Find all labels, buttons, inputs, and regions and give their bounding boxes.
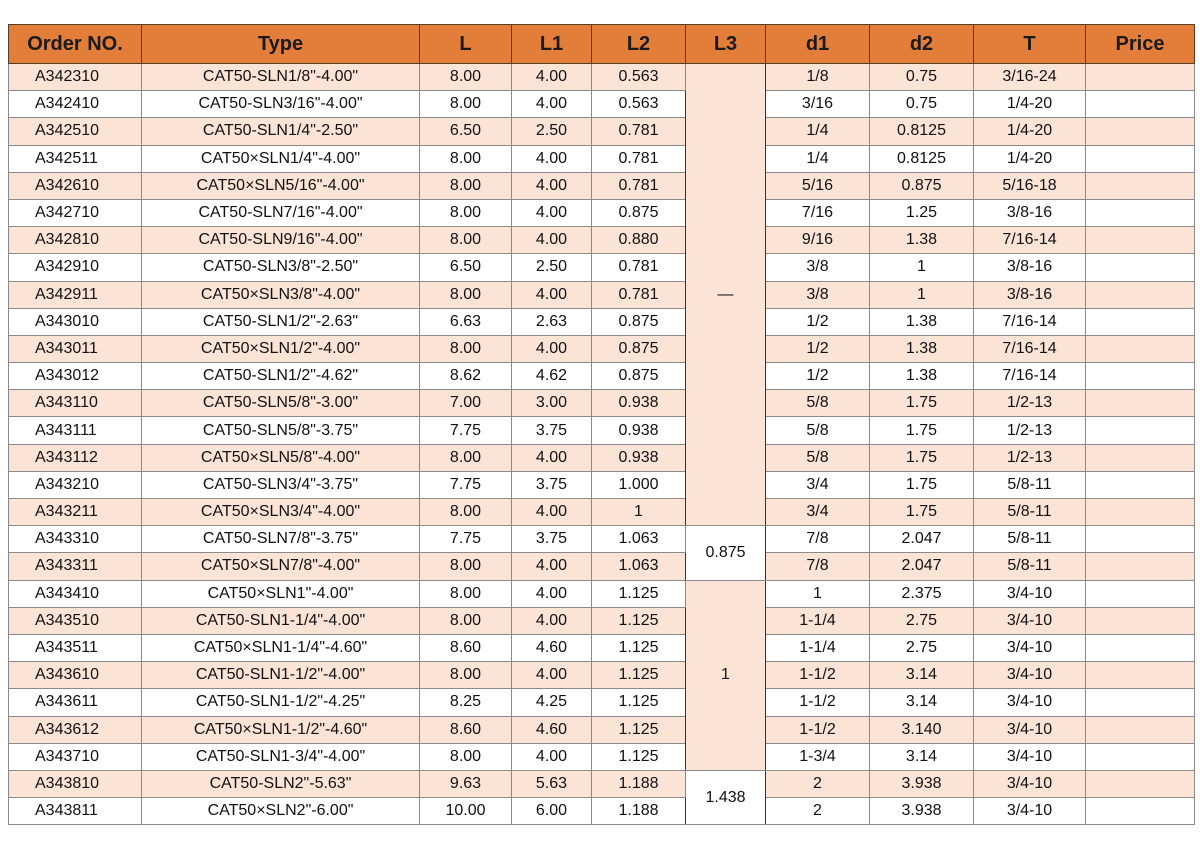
cell-order-no: A342911 [9, 281, 142, 308]
cell-d1: 1-1/2 [766, 716, 870, 743]
cell-l1: 4.00 [512, 335, 592, 362]
cell-d2: 1.75 [870, 390, 974, 417]
cell-order-no: A343210 [9, 471, 142, 498]
cell-type: CAT50×SLN5/16"-4.00" [142, 172, 420, 199]
cell-order-no: A343310 [9, 526, 142, 553]
cell-price [1086, 607, 1195, 634]
cell-order-no: A343511 [9, 634, 142, 661]
cell-l2: 0.781 [592, 254, 686, 281]
cell-l: 6.50 [420, 254, 512, 281]
cell-d1: 1 [766, 580, 870, 607]
cell-order-no: A343112 [9, 444, 142, 471]
cell-order-no: A343011 [9, 335, 142, 362]
cell-t: 7/16-14 [974, 335, 1086, 362]
table-row [9, 499, 1195, 526]
cell-type: CAT50-SLN5/8"-3.75" [142, 417, 420, 444]
cell-l1: 4.00 [512, 199, 592, 226]
cell-l2: 1.125 [592, 716, 686, 743]
cell-price [1086, 798, 1195, 825]
cell-d1: 1-1/4 [766, 634, 870, 661]
cell-l2: 0.875 [592, 335, 686, 362]
table-row [9, 471, 1195, 498]
cell-l2: 1.125 [592, 634, 686, 661]
table-row [9, 172, 1195, 199]
table-row [9, 716, 1195, 743]
cell-l1: 4.00 [512, 662, 592, 689]
cell-d1: 3/8 [766, 281, 870, 308]
table-row [9, 227, 1195, 254]
cell-d1: 5/8 [766, 444, 870, 471]
header-l3: L3 [686, 25, 766, 64]
cell-type: CAT50-SLN2"-5.63" [142, 770, 420, 797]
cell-l1: 4.60 [512, 634, 592, 661]
cell-price [1086, 471, 1195, 498]
cell-l: 7.75 [420, 417, 512, 444]
cell-price [1086, 580, 1195, 607]
table-row [9, 444, 1195, 471]
cell-l1: 4.00 [512, 743, 592, 770]
cell-d1: 1/4 [766, 118, 870, 145]
cell-type: CAT50×SLN1-1/4"-4.60" [142, 634, 420, 661]
cell-t: 3/4-10 [974, 689, 1086, 716]
cell-d1: 3/4 [766, 499, 870, 526]
cell-t: 1/4-20 [974, 118, 1086, 145]
cell-l1: 4.00 [512, 172, 592, 199]
cell-l: 8.00 [420, 281, 512, 308]
table-row [9, 417, 1195, 444]
cell-type: CAT50×SLN1/4"-4.00" [142, 145, 420, 172]
cell-l: 8.60 [420, 634, 512, 661]
cell-l2: 0.781 [592, 172, 686, 199]
cell-d2: 1.38 [870, 335, 974, 362]
table-row [9, 662, 1195, 689]
cell-d1: 1-1/4 [766, 607, 870, 634]
header-price: Price [1086, 25, 1195, 64]
table-row [9, 335, 1195, 362]
cell-t: 3/8-16 [974, 254, 1086, 281]
cell-price [1086, 199, 1195, 226]
cell-d1: 1-3/4 [766, 743, 870, 770]
cell-d2: 1.75 [870, 499, 974, 526]
cell-d1: 2 [766, 770, 870, 797]
cell-l1: 2.63 [512, 308, 592, 335]
cell-d2: 3.938 [870, 798, 974, 825]
cell-d1: 7/8 [766, 526, 870, 553]
cell-d2: 1.75 [870, 471, 974, 498]
cell-d1: 3/8 [766, 254, 870, 281]
cell-l1: 6.00 [512, 798, 592, 825]
cell-type: CAT50-SLN7/16"-4.00" [142, 199, 420, 226]
cell-price [1086, 227, 1195, 254]
cell-l1: 4.00 [512, 281, 592, 308]
cell-order-no: A343211 [9, 499, 142, 526]
cell-price [1086, 444, 1195, 471]
cell-l1: 4.00 [512, 607, 592, 634]
cell-d2: 1 [870, 281, 974, 308]
cell-price [1086, 770, 1195, 797]
cell-l1: 5.63 [512, 770, 592, 797]
cell-d1: 1/8 [766, 64, 870, 91]
cell-d1: 5/16 [766, 172, 870, 199]
cell-t: 3/8-16 [974, 281, 1086, 308]
cell-l: 6.63 [420, 308, 512, 335]
cell-t: 3/8-16 [974, 199, 1086, 226]
cell-order-no: A343410 [9, 580, 142, 607]
cell-price [1086, 634, 1195, 661]
cell-l2: 1.125 [592, 689, 686, 716]
cell-t: 5/8-11 [974, 499, 1086, 526]
cell-l3: 1.438 [686, 770, 766, 824]
cell-t: 1/2-13 [974, 444, 1086, 471]
cell-t: 1/2-13 [974, 390, 1086, 417]
cell-l: 8.00 [420, 227, 512, 254]
cell-order-no: A342610 [9, 172, 142, 199]
table-row [9, 689, 1195, 716]
cell-d1: 5/8 [766, 417, 870, 444]
cell-l2: 1 [592, 499, 686, 526]
cell-l2: 0.781 [592, 118, 686, 145]
cell-d2: 1.38 [870, 227, 974, 254]
cell-d1: 1/2 [766, 363, 870, 390]
cell-price [1086, 499, 1195, 526]
table-row [9, 743, 1195, 770]
cell-l3: — [686, 64, 766, 526]
cell-l1: 3.75 [512, 471, 592, 498]
cell-order-no: A342910 [9, 254, 142, 281]
cell-order-no: A343311 [9, 553, 142, 580]
cell-type: CAT50×SLN1/2"-4.00" [142, 335, 420, 362]
cell-l1: 4.00 [512, 145, 592, 172]
cell-l2: 1.063 [592, 553, 686, 580]
cell-d2: 3.14 [870, 689, 974, 716]
cell-d2: 0.75 [870, 64, 974, 91]
header-l2: L2 [592, 25, 686, 64]
cell-l: 8.62 [420, 363, 512, 390]
cell-l2: 0.563 [592, 64, 686, 91]
cell-order-no: A342510 [9, 118, 142, 145]
cell-l2: 1.125 [592, 743, 686, 770]
cell-t: 7/16-14 [974, 308, 1086, 335]
cell-order-no: A343811 [9, 798, 142, 825]
header-l1: L1 [512, 25, 592, 64]
cell-d1: 3/16 [766, 91, 870, 118]
cell-l2: 0.938 [592, 417, 686, 444]
cell-type: CAT50×SLN2"-6.00" [142, 798, 420, 825]
cell-l1: 4.00 [512, 580, 592, 607]
cell-order-no: A343111 [9, 417, 142, 444]
cell-l: 7.75 [420, 471, 512, 498]
cell-l2: 1.125 [592, 607, 686, 634]
header-t: T [974, 25, 1086, 64]
cell-price [1086, 118, 1195, 145]
cell-price [1086, 254, 1195, 281]
cell-order-no: A343611 [9, 689, 142, 716]
cell-order-no: A343110 [9, 390, 142, 417]
cell-d2: 1 [870, 254, 974, 281]
cell-type: CAT50-SLN1-1/2"-4.00" [142, 662, 420, 689]
cell-t: 3/4-10 [974, 716, 1086, 743]
cell-d2: 3.938 [870, 770, 974, 797]
header-order-no: Order NO. [9, 25, 142, 64]
cell-d2: 2.047 [870, 553, 974, 580]
cell-price [1086, 743, 1195, 770]
table-row [9, 91, 1195, 118]
cell-t: 3/4-10 [974, 634, 1086, 661]
cell-l2: 1.188 [592, 798, 686, 825]
cell-l1: 3.00 [512, 390, 592, 417]
cell-order-no: A343612 [9, 716, 142, 743]
cell-t: 3/4-10 [974, 580, 1086, 607]
cell-d2: 0.75 [870, 91, 974, 118]
table-row [9, 254, 1195, 281]
cell-type: CAT50-SLN3/16"-4.00" [142, 91, 420, 118]
cell-l2: 1.125 [592, 580, 686, 607]
cell-type: CAT50-SLN1-3/4"-4.00" [142, 743, 420, 770]
cell-l2: 1.000 [592, 471, 686, 498]
cell-l2: 1.063 [592, 526, 686, 553]
cell-price [1086, 417, 1195, 444]
cell-price [1086, 553, 1195, 580]
cell-type: CAT50-SLN3/8"-2.50" [142, 254, 420, 281]
cell-d2: 2.75 [870, 634, 974, 661]
header-l: L [420, 25, 512, 64]
cell-l1: 3.75 [512, 526, 592, 553]
cell-l: 10.00 [420, 798, 512, 825]
cell-d2: 2.047 [870, 526, 974, 553]
cell-d1: 7/16 [766, 199, 870, 226]
cell-t: 5/16-18 [974, 172, 1086, 199]
cell-type: CAT50×SLN7/8"-4.00" [142, 553, 420, 580]
cell-l: 8.00 [420, 444, 512, 471]
cell-t: 1/2-13 [974, 417, 1086, 444]
cell-l2: 1.188 [592, 770, 686, 797]
cell-price [1086, 145, 1195, 172]
cell-l1: 4.00 [512, 64, 592, 91]
cell-type: CAT50-SLN1/2"-4.62" [142, 363, 420, 390]
cell-order-no: A342710 [9, 199, 142, 226]
cell-l: 8.00 [420, 499, 512, 526]
cell-d2: 0.875 [870, 172, 974, 199]
cell-l1: 4.25 [512, 689, 592, 716]
cell-t: 1/4-20 [974, 145, 1086, 172]
cell-d2: 1.25 [870, 199, 974, 226]
cell-price [1086, 64, 1195, 91]
cell-d1: 1-1/2 [766, 689, 870, 716]
cell-type: CAT50×SLN5/8"-4.00" [142, 444, 420, 471]
cell-t: 1/4-20 [974, 91, 1086, 118]
cell-d2: 0.8125 [870, 145, 974, 172]
cell-type: CAT50×SLN1-1/2"-4.60" [142, 716, 420, 743]
cell-l: 6.50 [420, 118, 512, 145]
cell-d2: 2.75 [870, 607, 974, 634]
cell-d1: 9/16 [766, 227, 870, 254]
cell-order-no: A342310 [9, 64, 142, 91]
cell-t: 5/8-11 [974, 526, 1086, 553]
cell-l2: 0.781 [592, 145, 686, 172]
cell-price [1086, 308, 1195, 335]
cell-l2: 0.938 [592, 444, 686, 471]
cell-type: CAT50-SLN1/8"-4.00" [142, 64, 420, 91]
cell-order-no: A342511 [9, 145, 142, 172]
cell-d2: 3.140 [870, 716, 974, 743]
cell-l: 8.00 [420, 145, 512, 172]
cell-d1: 3/4 [766, 471, 870, 498]
cell-price [1086, 91, 1195, 118]
cell-l2: 0.880 [592, 227, 686, 254]
table-row [9, 607, 1195, 634]
cell-d2: 2.375 [870, 580, 974, 607]
cell-t: 3/4-10 [974, 743, 1086, 770]
cell-t: 3/16-24 [974, 64, 1086, 91]
cell-d2: 1.38 [870, 308, 974, 335]
cell-l: 8.00 [420, 662, 512, 689]
cell-l1: 4.60 [512, 716, 592, 743]
cell-l1: 4.00 [512, 227, 592, 254]
cell-type: CAT50×SLN1"-4.00" [142, 580, 420, 607]
cell-l1: 4.00 [512, 444, 592, 471]
cell-l1: 4.00 [512, 91, 592, 118]
cell-order-no: A343810 [9, 770, 142, 797]
cell-l1: 3.75 [512, 417, 592, 444]
cell-l2: 0.563 [592, 91, 686, 118]
table-body [9, 64, 1195, 825]
cell-l: 8.00 [420, 172, 512, 199]
cell-order-no: A343710 [9, 743, 142, 770]
cell-price [1086, 335, 1195, 362]
cell-price [1086, 716, 1195, 743]
cell-l: 7.00 [420, 390, 512, 417]
cell-order-no: A343610 [9, 662, 142, 689]
header-d2: d2 [870, 25, 974, 64]
header-type: Type [142, 25, 420, 64]
cell-order-no: A343010 [9, 308, 142, 335]
cell-d1: 1-1/2 [766, 662, 870, 689]
cell-l1: 4.00 [512, 553, 592, 580]
cell-t: 7/16-14 [974, 227, 1086, 254]
cell-price [1086, 689, 1195, 716]
cell-d1: 5/8 [766, 390, 870, 417]
cell-order-no: A343510 [9, 607, 142, 634]
cell-l3: 0.875 [686, 526, 766, 580]
cell-l1: 2.50 [512, 118, 592, 145]
cell-l1: 4.00 [512, 499, 592, 526]
cell-d2: 1.75 [870, 444, 974, 471]
cell-t: 5/8-11 [974, 471, 1086, 498]
cell-t: 3/4-10 [974, 662, 1086, 689]
cell-l: 8.00 [420, 553, 512, 580]
cell-type: CAT50×SLN3/8"-4.00" [142, 281, 420, 308]
cell-l3: 1 [686, 580, 766, 770]
table-row [9, 363, 1195, 390]
cell-order-no: A342810 [9, 227, 142, 254]
cell-price [1086, 662, 1195, 689]
cell-l2: 0.938 [592, 390, 686, 417]
cell-t: 5/8-11 [974, 553, 1086, 580]
cell-l: 8.00 [420, 580, 512, 607]
cell-d2: 3.14 [870, 743, 974, 770]
table-row [9, 281, 1195, 308]
cell-type: CAT50-SLN1/2"-2.63" [142, 308, 420, 335]
cell-l: 8.00 [420, 335, 512, 362]
header-row [9, 25, 1195, 64]
cell-type: CAT50-SLN5/8"-3.00" [142, 390, 420, 417]
cell-l: 8.00 [420, 64, 512, 91]
cell-l2: 0.875 [592, 199, 686, 226]
cell-l2: 0.781 [592, 281, 686, 308]
table-row [9, 145, 1195, 172]
spec-table [8, 24, 1195, 825]
cell-l2: 1.125 [592, 662, 686, 689]
cell-type: CAT50-SLN1/4"-2.50" [142, 118, 420, 145]
cell-l: 9.63 [420, 770, 512, 797]
table-row [9, 553, 1195, 580]
cell-t: 7/16-14 [974, 363, 1086, 390]
cell-price [1086, 363, 1195, 390]
cell-price [1086, 172, 1195, 199]
table-row [9, 390, 1195, 417]
table-row [9, 634, 1195, 661]
cell-d1: 1/2 [766, 308, 870, 335]
table-row [9, 118, 1195, 145]
cell-price [1086, 390, 1195, 417]
cell-d1: 1/2 [766, 335, 870, 362]
cell-l1: 4.62 [512, 363, 592, 390]
cell-l: 8.00 [420, 199, 512, 226]
cell-l2: 0.875 [592, 308, 686, 335]
cell-order-no: A342410 [9, 91, 142, 118]
table-row [9, 199, 1195, 226]
cell-l: 7.75 [420, 526, 512, 553]
cell-type: CAT50-SLN1-1/2"-4.25" [142, 689, 420, 716]
cell-order-no: A343012 [9, 363, 142, 390]
cell-l2: 0.875 [592, 363, 686, 390]
cell-t: 3/4-10 [974, 770, 1086, 797]
cell-t: 3/4-10 [974, 607, 1086, 634]
cell-l1: 2.50 [512, 254, 592, 281]
cell-type: CAT50-SLN1-1/4"-4.00" [142, 607, 420, 634]
cell-d1: 1/4 [766, 145, 870, 172]
table-row [9, 308, 1195, 335]
cell-type: CAT50×SLN3/4"-4.00" [142, 499, 420, 526]
table-row [9, 526, 1195, 553]
cell-l: 8.00 [420, 91, 512, 118]
cell-l: 8.25 [420, 689, 512, 716]
table-row [9, 64, 1195, 91]
cell-price [1086, 526, 1195, 553]
cell-d2: 1.75 [870, 417, 974, 444]
cell-d1: 2 [766, 798, 870, 825]
cell-d2: 3.14 [870, 662, 974, 689]
cell-type: CAT50-SLN9/16"-4.00" [142, 227, 420, 254]
cell-d1: 7/8 [766, 553, 870, 580]
cell-l: 8.00 [420, 607, 512, 634]
cell-t: 3/4-10 [974, 798, 1086, 825]
cell-l: 8.60 [420, 716, 512, 743]
table-row [9, 770, 1195, 797]
cell-d2: 1.38 [870, 363, 974, 390]
cell-price [1086, 281, 1195, 308]
cell-type: CAT50-SLN3/4"-3.75" [142, 471, 420, 498]
header-d1: d1 [766, 25, 870, 64]
table-row [9, 580, 1195, 607]
cell-d2: 0.8125 [870, 118, 974, 145]
cell-type: CAT50-SLN7/8"-3.75" [142, 526, 420, 553]
cell-l: 8.00 [420, 743, 512, 770]
table-row [9, 798, 1195, 825]
